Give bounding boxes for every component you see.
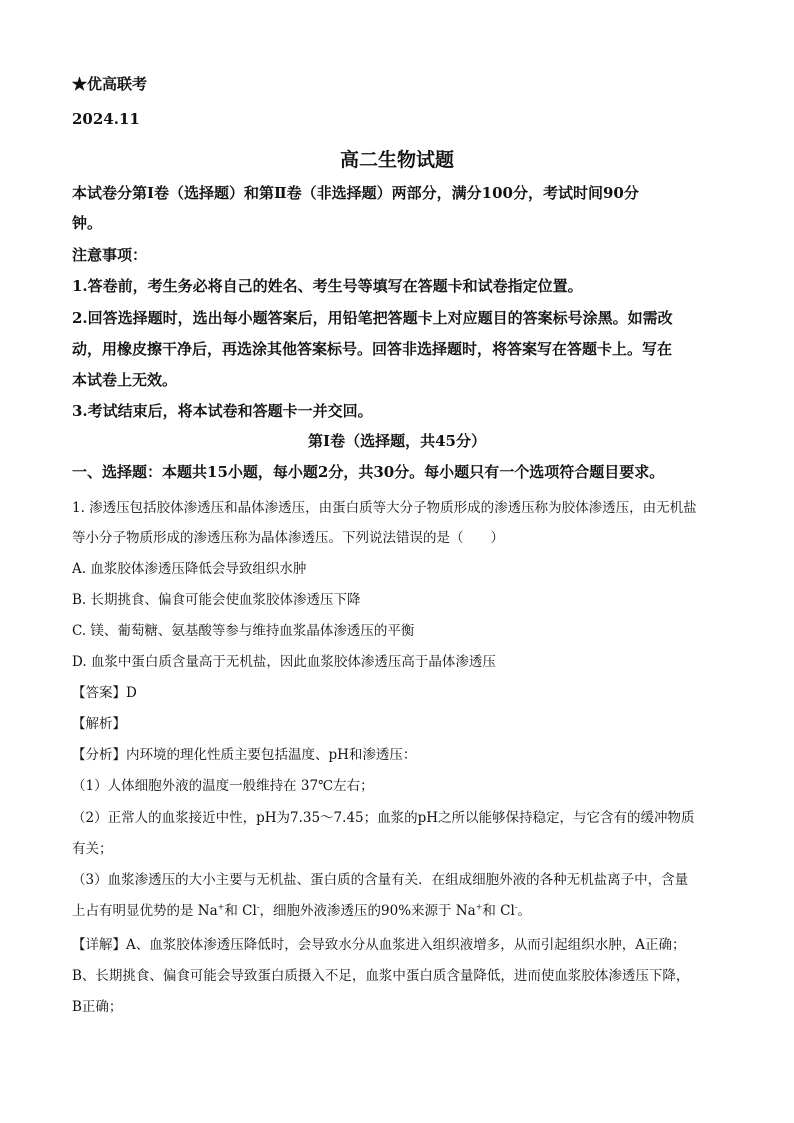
notes-item-3: 3.考试结束后，将本试卷和答题卡一并交回。 (72, 402, 373, 420)
section-part-1: 一、选择题：本题共15小题，每小题2分，共30分。每小题只有一个选项符合题目要求。 (72, 463, 665, 481)
notes-heading: 注意事项： (72, 246, 148, 264)
detail-line-2: B、长期挑食、偏食可能会导致蛋白质摄入不足，血浆中蛋白质含量降低，进而使血浆胶体渗透压下降， (72, 968, 690, 984)
intro-line-2: 钟。 (72, 214, 103, 232)
answer-label: 【答案】 (72, 685, 126, 701)
answer-value: D (126, 685, 137, 701)
detail-label: 【详解】 (72, 937, 126, 953)
analysis-point-3-line-1: （3）血浆渗透压的大小主要与无机盐、蛋白质的含量有关．在组成细胞外液的各种无机盐离子中，含量 (72, 872, 689, 888)
question-1-option-c: C. 镁、葡萄糖、氨基酸等参与维持血浆晶体渗透压的平衡 (72, 623, 415, 639)
notes-item-1: 1.答卷前，考生务必将自己的姓名、考生号等填写在答题卡和试卷指定位置。 (72, 277, 583, 295)
notes-item-2-line-1: 2.回答选择题时，选出每小题答案后，用铅笔把答题卡上对应题目的答案标号涂黑。如需改 (72, 309, 673, 327)
detail-text-1: A、血浆胶体渗透压降低时，会导致水分从血浆进入组织液增多，从而引起组织水肿，A正确； (126, 937, 686, 953)
detail-line-1 (72, 933, 722, 953)
analysis-fenxi-text: 内环境的理化性质主要包括温度、pH和渗透压： (126, 747, 417, 763)
notes-item-2-line-2: 动，用橡皮擦干净后，再选涂其他答案标号。回答非选择题时，将答案写在答题卡上。写在 (72, 340, 673, 358)
analysis-fenxi-label: 【分析】 (72, 747, 126, 763)
detail-line-3: B正确； (72, 999, 123, 1015)
section-title: 第Ⅰ卷（选择题，共45分） (308, 432, 486, 450)
header-org: ★优高联考 (72, 75, 148, 93)
ion-charge: + (475, 902, 483, 912)
ion-charge: + (217, 902, 225, 912)
notes-item-2-line-3: 本试卷上无效。 (72, 371, 178, 389)
question-1-option-d: D. 血浆中蛋白质含量高于无机盐，因此血浆胶体渗透压高于晶体渗透压 (72, 654, 496, 670)
question-1-stem-line-2: 等小分子物质形成的渗透压称为晶体渗透压。下列说法错误的是（ ） (72, 530, 504, 546)
analysis-point-2-line-2: 有关； (72, 841, 113, 857)
page-title: 高二生物试题 (339, 149, 454, 171)
ion-charge: - (514, 902, 518, 912)
analysis-point-3-line-2 (72, 899, 722, 919)
question-1-stem-line-1: 1. 渗透压包括胶体渗透压和晶体渗透压，由蛋白质等大分子物质形成的渗透压称为胶体渗透压，由无机盐 (72, 500, 697, 516)
analysis-text: 和 Cl (482, 903, 515, 919)
header-date: 2024.11 (72, 110, 140, 128)
analysis-text: 。 (517, 903, 532, 919)
answer-line (72, 681, 722, 701)
question-1-option-b: B. 长期挑食、偏食可能会使血浆胶体渗透压下降 (72, 592, 361, 608)
ion-charge: - (256, 902, 260, 912)
analysis-fenxi (72, 743, 722, 763)
question-1-option-a: A. 血浆胶体渗透压降低会导致组织水肿 (72, 561, 307, 577)
intro-line-1: 本试卷分第Ⅰ卷（选择题）和第Ⅱ卷（非选择题）两部分，满分100分，考试时间90分 (72, 184, 639, 202)
analysis-text: ，细胞外液渗透压的90%来源于 Na (259, 903, 476, 919)
analysis-point-1: （1）人体细胞外液的温度一般维持在 37℃左右； (72, 778, 374, 794)
analysis-point-2-line-1: （2）正常人的血浆接近中性，pH为7.35～7.45；血浆的pH之所以能够保持稳定，与它含有的缓冲物质 (72, 810, 695, 826)
analysis-text: 上占有明显优势的是 Na (72, 903, 218, 919)
analysis-label: 【解析】 (72, 716, 126, 732)
analysis-text: 和 Cl (224, 903, 257, 919)
